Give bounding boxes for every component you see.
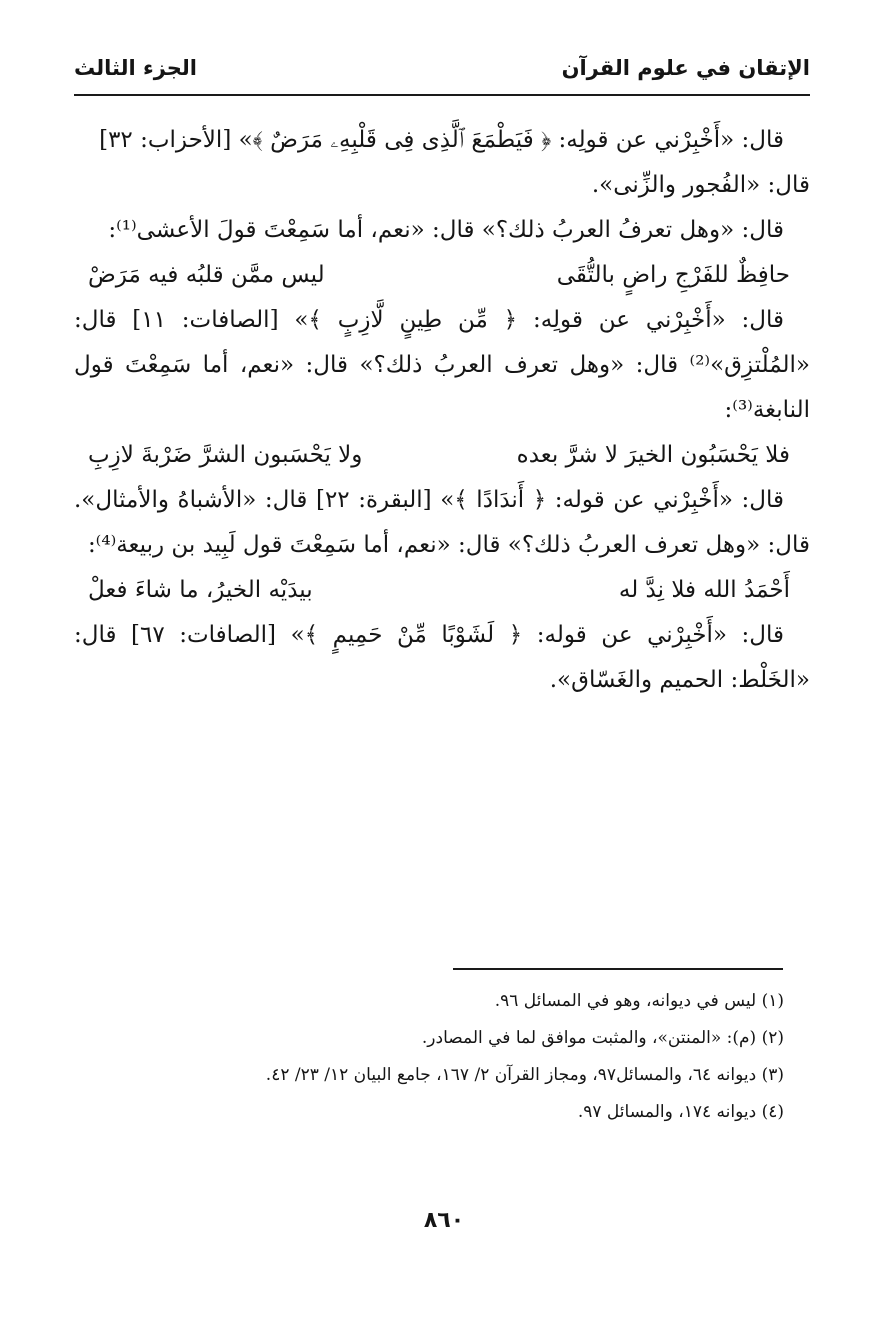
page-number: ٨٦٠ [423,1208,465,1233]
verse-2 [74,433,810,478]
paragraph-3: قال: «أَخْبِرْني عن قولِه: ﴿ مِّن طِينٍ لَّازِبٍ ﴾» [الصافات: ١١] قال: «المُلْتزِق»⁽²⁾ قال: «وهل تعرف العربُ ذلك؟» قال: «نعم، أما سَمِعْتَ قول النابغة⁽³⁾: [74,307,810,423]
verse-3-second-hemistich: بيدَيْه الخيرُ، ما شاءَ فعلْ [88,577,313,603]
book-title: الإتقان في علوم القرآن [561,56,810,80]
footnote-3: (٣) ديوانه ٦٤، والمسائل٩٧، ومجاز القرآن ٢/ ١٦٧، جامع البيان ١٢/ ٢٣/ ٤٢. [265,1065,784,1085]
verse-3 [74,568,810,613]
footnote-2: (٢) (م): «المنتن»، والمثبت موافق لما في المصادر. [421,1028,784,1048]
paragraph-1-line-2: قال: «الفُجور والزِّنى». [591,172,810,198]
footnotes [74,983,784,1131]
verse-3-first-hemistich: أَحْمَدُ الله فلا نِدَّ له [618,577,790,603]
paragraph-1-line-1: قال: «أَخْبِرْني عن قولِه: ﴿ فَيَطْمَعَ ٱلَّذِى فِى قَلْبِهِۦ مَرَضٌ ﴾» [الأحزاب: ٣٢] [99,127,784,153]
verse-2-second-hemistich: ولا يَحْسَبون الشرَّ ضَرْبةَ لازِبِ [88,442,363,468]
verse-1-first-hemistich: حافِظٌ للفَرْجِ راضٍ بالتُّقَى [556,262,790,288]
paragraph-4: قال: «أَخْبِرْني عن قوله: ﴿ أَندَادًا ﴾» [البقرة: ٢٢] قال: «الأشباهُ والأمثال». قال: «وهل تعرف العربُ ذلك؟» قال: «نعم، أما سَمِعْتَ قول لَبِيد بن ربيعة⁽⁴⁾: [74,487,810,558]
footnote-divider [453,968,783,970]
part-title: الجزء الثالث [74,56,197,80]
paragraph-2: قال: «وهل تعرفُ العربُ ذلك؟» قال: «نعم، أما سَمِعْتَ قولَ الأعشى⁽¹⁾: [108,217,784,243]
running-header [74,54,810,96]
paragraph-5: قال: «أَخْبِرْني عن قوله: ﴿ لَشَوْبًا مِّنْ حَمِيمٍ ﴾» [الصافات: ٦٧] قال: «الخَلْط: الحميم والغَسّاق». [74,622,810,693]
footnote-1: (١) ليس في ديوانه، وهو في المسائل ٩٦. [494,991,784,1011]
verse-1 [74,253,810,298]
verse-1-second-hemistich: ليس ممَّن قلبُه فيه مَرَضْ [88,262,325,288]
verse-2-first-hemistich: فلا يَحْسَبُون الخيرَ لا شرَّ بعده [516,442,790,468]
main-text [74,118,810,703]
footnote-4: (٤) ديوانه ١٧٤، والمسائل ٩٧. [577,1102,784,1122]
